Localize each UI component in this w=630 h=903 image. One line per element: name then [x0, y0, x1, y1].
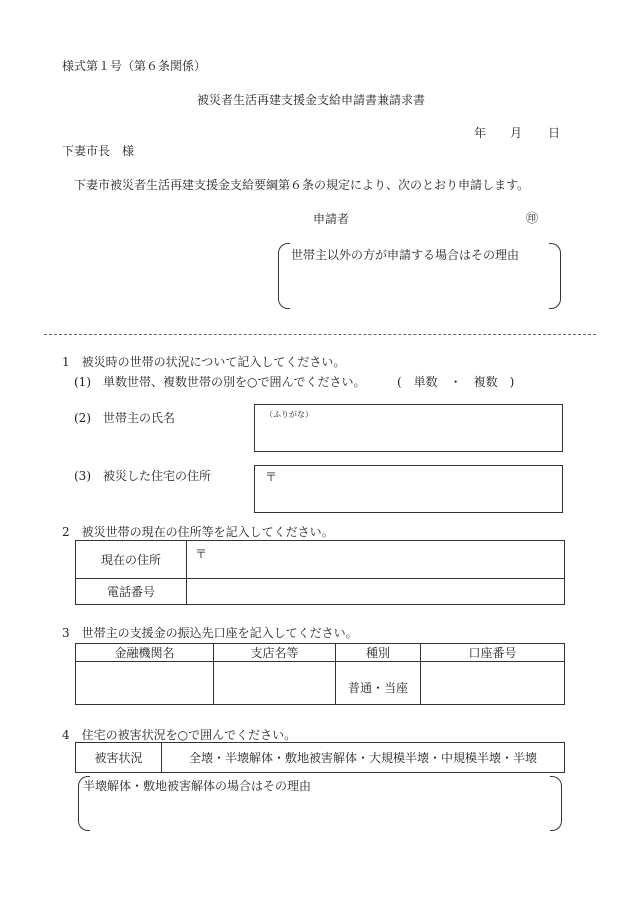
household-type-options[interactable]: ( 単数 ・ 複数 ): [397, 375, 515, 389]
applicant-label: 申請者: [313, 212, 350, 226]
bank-account-table: [75, 643, 565, 705]
damage-reason-label: 半壊解体・敷地被害解体の場合はその理由: [83, 779, 312, 793]
date-month-label: 月: [510, 126, 523, 140]
section1-title: 1 被災時の世帯の状況について記入してください。: [62, 355, 346, 369]
form-number: 様式第１号（第６条関係）: [62, 59, 207, 73]
furigana-label: （ふりがな）: [265, 410, 313, 419]
reason-bracket-right: [549, 243, 561, 309]
damage-status-label: 被害状況: [76, 743, 162, 773]
bank-name-header: 金融機関名: [76, 644, 214, 662]
damage-status-table: [75, 742, 565, 773]
postal-mark: 〒: [265, 470, 278, 484]
current-address-table: [75, 540, 565, 605]
date-day-label: 日: [548, 126, 561, 140]
non-head-reason-label: 世帯主以外の方が申請する場合はその理由: [291, 248, 520, 262]
reason-bracket-left: [278, 243, 290, 309]
branch-name-header: 支店名等: [214, 644, 336, 662]
head-name-label: (2) 世帯主の氏名: [74, 411, 175, 425]
intro-text: 下妻市被災者生活再建支援金支給要綱第６条の規定により、次のとおり申請します。: [74, 178, 530, 192]
household-type-question: (1) 単数世帯、複数世帯の別を○で囲んでください。: [74, 375, 366, 389]
date-year-label: 年: [474, 126, 487, 140]
account-number-field[interactable]: [421, 662, 565, 705]
damage-status-options[interactable]: 全壊・半壊解体・敷地被害解体・大規模半壊・中規模半壊・半壊: [162, 743, 565, 773]
damaged-address-label: (3) 被災した住宅の住所: [74, 469, 211, 483]
section2-title: 2 被災世帯の現在の住所等を記入してください。: [62, 525, 334, 539]
account-type-options[interactable]: 普通・当座: [336, 662, 421, 705]
head-name-field[interactable]: [254, 404, 563, 452]
account-type-header: 種別: [336, 644, 421, 662]
account-number-header: 口座番号: [421, 644, 565, 662]
phone-field[interactable]: [187, 579, 565, 605]
damage-reason-bracket-right: [550, 776, 562, 831]
current-address-field[interactable]: [187, 541, 565, 579]
page-title: 被災者生活再建支援金支給申請書兼請求書: [197, 93, 426, 107]
current-address-label: 現在の住所: [76, 541, 187, 579]
seal-mark: ㊞: [526, 211, 539, 225]
damage-reason-field[interactable]: [92, 796, 548, 828]
damaged-address-field[interactable]: [254, 465, 563, 513]
section4-title: 4 住宅の被害状況を○で囲んでください。: [62, 728, 297, 742]
branch-name-field[interactable]: [214, 662, 336, 705]
section3-title: 3 世帯主の支援金の振込先口座を記入してください。: [62, 626, 358, 640]
phone-label: 電話番号: [76, 579, 187, 605]
postal-mark: 〒: [195, 547, 208, 561]
non-head-reason-field[interactable]: [292, 266, 548, 306]
bank-name-field[interactable]: [76, 662, 214, 705]
addressee: 下妻市長 様: [62, 144, 135, 158]
divider-line: [44, 334, 596, 335]
